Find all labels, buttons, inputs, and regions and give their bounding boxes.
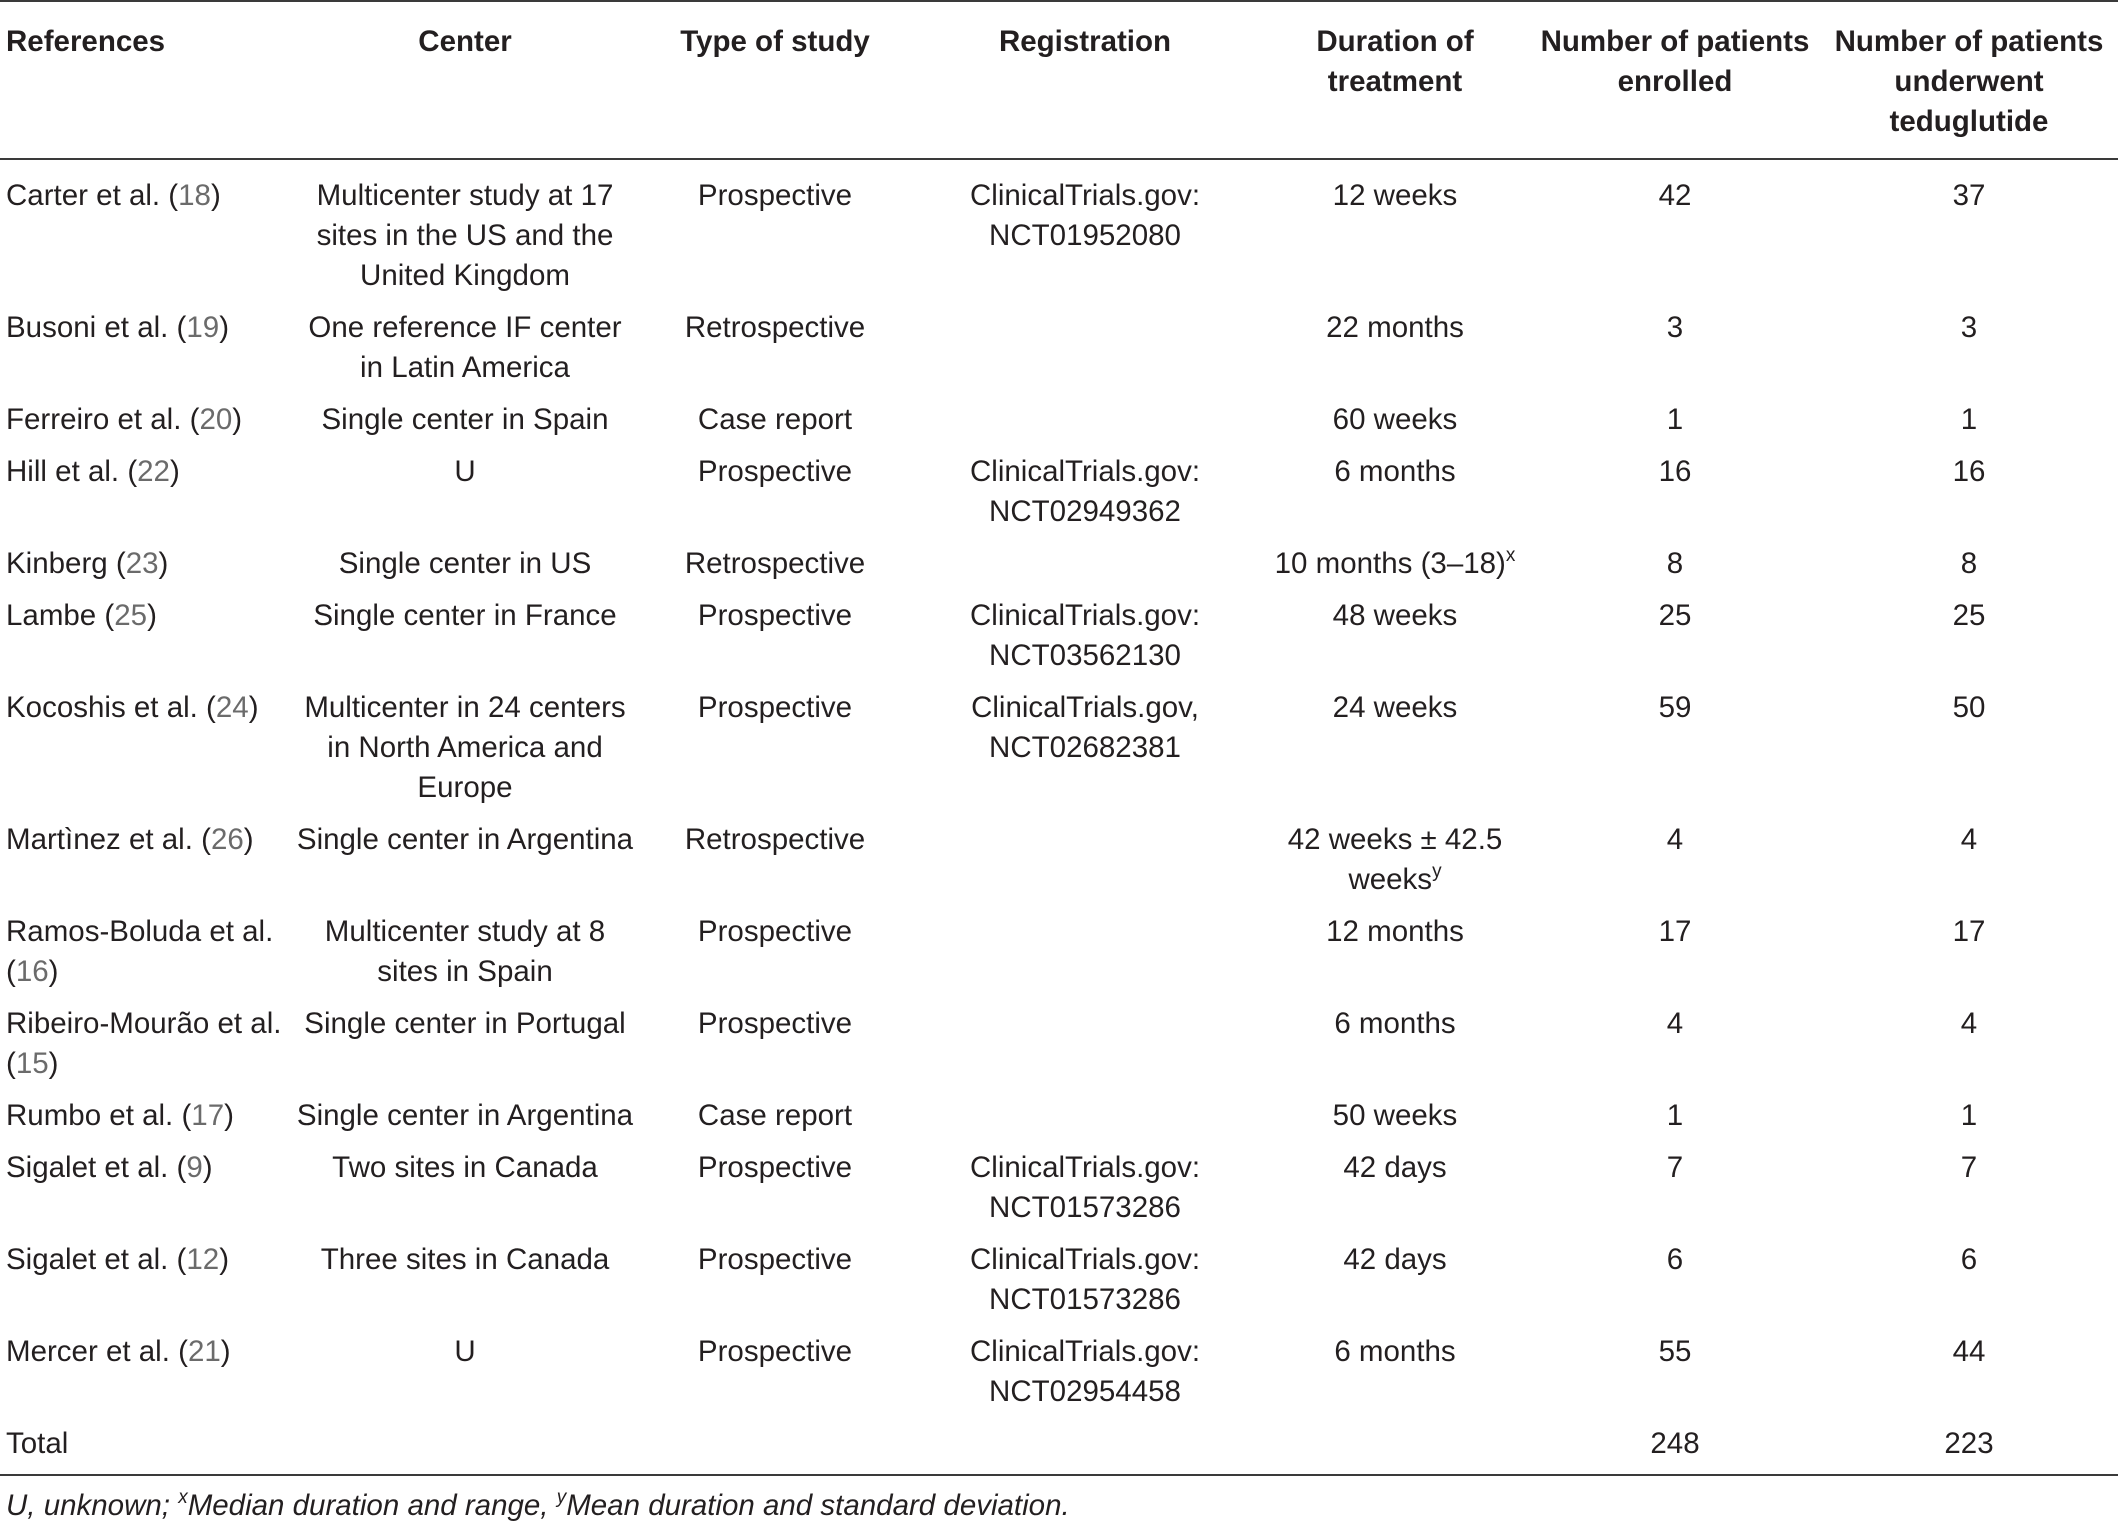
cell-duration	[1260, 1090, 1530, 1142]
cell-teduglutide	[1820, 1326, 2118, 1418]
reference-author: Rumbo et al. (	[6, 1099, 192, 1132]
cell-enrolled	[1530, 446, 1820, 538]
cell-reference	[0, 590, 290, 682]
footnote-sup-y: y	[556, 1487, 567, 1508]
cell-center-text: Multicenter in 24 centers in North America and Europe	[304, 691, 626, 804]
cell-registration	[910, 159, 1260, 302]
table-row	[0, 1090, 2118, 1142]
cell-type	[640, 1090, 910, 1142]
cell-registration-text: ClinicalTrials.gov: NCT01573286	[969, 1243, 1201, 1316]
reference-close-paren: )	[224, 1099, 234, 1132]
header-registration: Registration	[998, 25, 1172, 58]
cell-enrolled-text: 16	[1658, 455, 1692, 488]
reference-author: Kinberg (	[6, 547, 126, 580]
reference-author: Mercer et al. (	[6, 1335, 188, 1368]
cell-enrolled	[1530, 998, 1820, 1090]
cell-type	[640, 538, 910, 590]
reference-citation-link[interactable]: 18	[178, 179, 211, 212]
reference-citation-link[interactable]: 9	[186, 1151, 203, 1184]
cell-teduglutide-text: 25	[1952, 599, 1986, 632]
cell-duration-text: 48 weeks	[1332, 599, 1458, 632]
cell-type-text: Prospective	[697, 1151, 853, 1184]
reference-author: Hill et al. (	[6, 455, 138, 488]
table-header	[0, 1, 2118, 159]
cell-registration	[910, 906, 1260, 998]
reference-close-paren: )	[248, 691, 259, 724]
cell-enrolled-text: 59	[1658, 691, 1692, 724]
cell-registration	[910, 446, 1260, 538]
cell-reference	[0, 1326, 290, 1418]
reference-close-paren: )	[147, 599, 157, 632]
cell-type	[640, 998, 910, 1090]
reference-close-paren: )	[219, 1243, 230, 1276]
cell-type-text: Prospective	[697, 1335, 853, 1368]
table-body	[0, 159, 2118, 1475]
cell-duration	[1260, 998, 1530, 1090]
cell-enrolled	[1530, 538, 1820, 590]
cell-registration	[910, 1234, 1260, 1326]
cell-enrolled-text: 17	[1658, 915, 1692, 948]
cell-reference	[0, 906, 290, 998]
cell-reference	[0, 1090, 290, 1142]
cell-center-text: Three sites in Canada	[320, 1243, 610, 1276]
reference-close-paren: )	[48, 955, 59, 988]
reference-author: Sigalet et al. (	[6, 1151, 187, 1184]
cell-teduglutide	[1820, 1090, 2118, 1142]
reference-author: Sigalet et al. (	[6, 1243, 187, 1276]
cell-center	[290, 682, 640, 814]
cell-enrolled	[1530, 814, 1820, 906]
cell-teduglutide	[1820, 814, 2118, 906]
cell-registration	[910, 1142, 1260, 1234]
table-row	[0, 814, 2118, 906]
cell-registration-text: ClinicalTrials.gov: NCT02949362	[969, 455, 1201, 528]
cell-registration-text: ClinicalTrials.gov: NCT01952080	[969, 179, 1201, 252]
cell-type	[640, 814, 910, 906]
cell-type	[640, 682, 910, 814]
cell-reference	[0, 814, 290, 906]
cell-center	[290, 906, 640, 998]
cell-type-text: Case report	[697, 403, 853, 436]
reference-citation-link[interactable]: 15	[15, 1047, 49, 1080]
cell-duration	[1260, 1326, 1530, 1418]
cell-registration-text: ClinicalTrials.gov: NCT03562130	[969, 599, 1201, 672]
reference-close-paren: )	[158, 547, 169, 580]
table-row	[0, 1234, 2118, 1326]
cell-enrolled	[1530, 159, 1820, 302]
header-references: References	[6, 25, 166, 58]
total-empty-registration	[910, 1418, 1260, 1475]
cell-teduglutide	[1820, 302, 2118, 394]
reference-author: Martìnez et al. (	[6, 823, 211, 856]
table-row	[0, 446, 2118, 538]
cell-duration-text: 12 weeks	[1332, 179, 1458, 212]
cell-enrolled-text: 4	[1666, 1007, 1684, 1040]
cell-type-text: Prospective	[697, 179, 853, 212]
reference-close-paren: )	[202, 1151, 213, 1184]
reference-citation-link[interactable]: 16	[15, 955, 49, 988]
cell-duration	[1260, 906, 1530, 998]
cell-reference	[0, 394, 290, 446]
cell-duration	[1260, 1234, 1530, 1326]
cell-enrolled-text: 55	[1658, 1335, 1692, 1368]
reference-author: Carter et al. (	[6, 179, 179, 212]
cell-duration-text: 42 days	[1343, 1243, 1447, 1276]
cell-type-text: Case report	[697, 1099, 853, 1132]
table-row	[0, 159, 2118, 302]
table-row	[0, 998, 2118, 1090]
cell-type-text: Prospective	[697, 691, 853, 724]
cell-type-text: Prospective	[697, 1007, 853, 1040]
cell-type-text: Retrospective	[684, 547, 866, 580]
cell-center	[290, 1090, 640, 1142]
header-row	[0, 1, 2118, 159]
total-teduglutide: 223	[1944, 1427, 1994, 1460]
cell-enrolled	[1530, 590, 1820, 682]
cell-registration	[910, 302, 1260, 394]
footnote-sup-x: x	[178, 1487, 188, 1508]
cell-center-text: One reference IF center in Latin America	[308, 311, 622, 384]
reference-close-paren: )	[210, 179, 221, 212]
header-type-of-study: Type of study	[680, 25, 870, 58]
table-row	[0, 302, 2118, 394]
reference-citation-link[interactable]: 20	[199, 403, 233, 436]
cell-duration	[1260, 682, 1530, 814]
cell-enrolled	[1530, 1326, 1820, 1418]
table-row	[0, 682, 2118, 814]
reference-citation-link[interactable]: 26	[210, 823, 244, 856]
cell-center	[290, 159, 640, 302]
cell-center-text: Single center in Argentina	[296, 823, 634, 856]
cell-registration	[910, 590, 1260, 682]
cell-duration-text: 12 months	[1326, 915, 1464, 948]
cell-type-text: Retrospective	[684, 823, 866, 856]
cell-enrolled	[1530, 394, 1820, 446]
cell-type	[640, 1234, 910, 1326]
cell-duration-text: 10 months (3–18)	[1274, 547, 1506, 580]
cell-registration	[910, 538, 1260, 590]
cell-enrolled-text: 25	[1658, 599, 1692, 632]
cell-teduglutide-text: 1	[1960, 403, 1978, 436]
cell-center	[290, 1234, 640, 1326]
cell-duration-text: 6 months	[1334, 1007, 1456, 1040]
cell-reference	[0, 1234, 290, 1326]
cell-type	[640, 446, 910, 538]
reference-author: Ramos-Boluda et al. (	[6, 915, 274, 988]
header-enrolled: Number of patients enrolled	[1540, 25, 1810, 98]
reference-citation-link[interactable]: 21	[187, 1335, 221, 1368]
cell-teduglutide-text: 50	[1952, 691, 1986, 724]
cell-teduglutide-text: 6	[1960, 1243, 1978, 1276]
reference-citation-link[interactable]: 23	[125, 547, 159, 580]
cell-registration	[910, 1090, 1260, 1142]
reference-citation-link[interactable]: 24	[215, 691, 249, 724]
duration-footnote-marker: y	[1432, 861, 1442, 882]
cell-duration-text: 6 months	[1334, 1335, 1456, 1368]
cell-reference	[0, 446, 290, 538]
cell-teduglutide-text: 8	[1960, 547, 1978, 580]
cell-type	[640, 1326, 910, 1418]
cell-teduglutide-text: 17	[1952, 915, 1986, 948]
cell-type	[640, 1142, 910, 1234]
cell-teduglutide	[1820, 1234, 2118, 1326]
table-row	[0, 1142, 2118, 1234]
total-empty-duration	[1260, 1418, 1530, 1475]
cell-enrolled	[1530, 906, 1820, 998]
cell-center	[290, 302, 640, 394]
reference-author: Ferreiro et al. (	[6, 403, 200, 436]
cell-registration-text: ClinicalTrials.gov: NCT01573286	[969, 1151, 1201, 1224]
cell-enrolled	[1530, 1234, 1820, 1326]
cell-reference	[0, 682, 290, 814]
cell-type	[640, 590, 910, 682]
table-row	[0, 590, 2118, 682]
cell-type	[640, 302, 910, 394]
cell-center	[290, 1142, 640, 1234]
cell-center-text: Single center in Argentina	[296, 1099, 634, 1132]
cell-center	[290, 538, 640, 590]
cell-teduglutide-text: 4	[1960, 1007, 1978, 1040]
cell-center-text: U	[454, 455, 476, 488]
reference-author: Kocoshis et al. (	[6, 691, 216, 724]
footnote-part2: Median duration and range,	[187, 1489, 557, 1522]
table-row	[0, 394, 2118, 446]
cell-center-text: Single center in Spain	[321, 403, 609, 436]
cell-teduglutide-text: 44	[1952, 1335, 1986, 1368]
cell-type	[640, 159, 910, 302]
cell-duration-text: 60 weeks	[1332, 403, 1458, 436]
cell-type	[640, 394, 910, 446]
cell-teduglutide	[1820, 590, 2118, 682]
cell-enrolled-text: 7	[1666, 1151, 1684, 1184]
cell-teduglutide-text: 1	[1960, 1099, 1978, 1132]
cell-teduglutide	[1820, 446, 2118, 538]
cell-enrolled-text: 4	[1666, 823, 1684, 856]
cell-type	[640, 906, 910, 998]
cell-enrolled	[1530, 682, 1820, 814]
table-row	[0, 906, 2118, 998]
cell-teduglutide	[1820, 906, 2118, 998]
cell-duration-text: 42 days	[1343, 1151, 1447, 1184]
reference-author: Busoni et al. (	[6, 311, 187, 344]
cell-teduglutide	[1820, 1142, 2118, 1234]
footnote-part3: Mean duration and standard deviation.	[566, 1489, 1070, 1522]
cell-center	[290, 1326, 640, 1418]
table-footnote	[0, 1476, 2118, 1526]
cell-duration	[1260, 446, 1530, 538]
cell-duration	[1260, 394, 1530, 446]
cell-duration	[1260, 159, 1530, 302]
cell-duration	[1260, 814, 1530, 906]
cell-center-text: Single center in US	[338, 547, 592, 580]
cell-registration	[910, 394, 1260, 446]
cell-type-text: Prospective	[697, 915, 853, 948]
total-label: Total	[6, 1427, 69, 1460]
cell-registration	[910, 1326, 1260, 1418]
table-row	[0, 538, 2118, 590]
cell-registration-text: ClinicalTrials.gov, NCT02682381	[971, 691, 1199, 764]
cell-duration	[1260, 538, 1530, 590]
cell-duration-text: 42 weeks ± 42.5 weeks	[1287, 823, 1503, 896]
cell-center	[290, 394, 640, 446]
cell-teduglutide	[1820, 394, 2118, 446]
cell-teduglutide	[1820, 682, 2118, 814]
reference-close-paren: )	[220, 1335, 231, 1368]
cell-enrolled	[1530, 1090, 1820, 1142]
reference-close-paren: )	[169, 455, 180, 488]
cell-reference	[0, 302, 290, 394]
header-center: Center	[418, 25, 512, 58]
cell-center	[290, 998, 640, 1090]
reference-author: Lambe (	[6, 599, 115, 632]
cell-duration-text: 50 weeks	[1332, 1099, 1458, 1132]
cell-center-text: Multicenter study at 17 sites in the US and the United Kingdom	[316, 179, 614, 292]
cell-reference	[0, 1142, 290, 1234]
cell-teduglutide-text: 3	[1960, 311, 1978, 344]
cell-reference	[0, 159, 290, 302]
cell-enrolled-text: 6	[1666, 1243, 1684, 1276]
cell-registration	[910, 814, 1260, 906]
cell-enrolled	[1530, 302, 1820, 394]
cell-type-text: Prospective	[697, 1243, 853, 1276]
cell-enrolled-text: 42	[1658, 179, 1692, 212]
reference-close-paren: )	[219, 311, 230, 344]
reference-citation-link[interactable]: 25	[114, 599, 148, 632]
cell-teduglutide-text: 7	[1960, 1151, 1978, 1184]
cell-duration	[1260, 1142, 1530, 1234]
table-row	[0, 1326, 2118, 1418]
cell-reference	[0, 538, 290, 590]
footnote-part1: U, unknown;	[6, 1489, 179, 1522]
reference-citation-link[interactable]: 17	[191, 1099, 225, 1132]
cell-center	[290, 446, 640, 538]
cell-center-text: U	[454, 1335, 476, 1368]
cell-registration-text: ClinicalTrials.gov: NCT02954458	[969, 1335, 1201, 1408]
cell-enrolled-text: 1	[1666, 1099, 1684, 1132]
cell-center	[290, 814, 640, 906]
cell-duration-text: 24 weeks	[1332, 691, 1458, 724]
cell-teduglutide	[1820, 998, 2118, 1090]
reference-close-paren: )	[48, 1047, 59, 1080]
cell-center-text: Multicenter study at 8 sites in Spain	[324, 915, 606, 988]
header-teduglutide: Number of patients underwent teduglutide	[1834, 25, 2104, 138]
total-enrolled: 248	[1650, 1427, 1700, 1460]
cell-type-text: Retrospective	[684, 311, 866, 344]
cell-center-text: Single center in Portugal	[304, 1007, 626, 1040]
cell-center-text: Two sites in Canada	[332, 1151, 598, 1184]
total-empty-type	[640, 1418, 910, 1475]
cell-teduglutide-text: 37	[1952, 179, 1986, 212]
cell-teduglutide-text: 4	[1960, 823, 1978, 856]
cell-teduglutide	[1820, 159, 2118, 302]
cell-center-text: Single center in France	[313, 599, 617, 632]
cell-reference	[0, 998, 290, 1090]
cell-registration	[910, 682, 1260, 814]
cell-duration	[1260, 590, 1530, 682]
duration-footnote-marker: x	[1505, 545, 1516, 566]
reference-close-paren: )	[243, 823, 254, 856]
reference-close-paren: )	[232, 403, 243, 436]
cell-type-text: Prospective	[697, 455, 853, 488]
cell-teduglutide	[1820, 538, 2118, 590]
cell-duration	[1260, 302, 1530, 394]
cell-enrolled-text: 1	[1666, 403, 1684, 436]
cell-registration	[910, 998, 1260, 1090]
header-duration: Duration of treatment	[1316, 25, 1474, 98]
total-empty-center	[290, 1418, 640, 1475]
total-row	[0, 1418, 2118, 1475]
cell-teduglutide-text: 16	[1952, 455, 1986, 488]
reference-citation-link[interactable]: 19	[186, 311, 220, 344]
reference-citation-link[interactable]: 12	[186, 1243, 220, 1276]
cell-duration-text: 22 months	[1326, 311, 1464, 344]
cell-enrolled-text: 3	[1666, 311, 1684, 344]
cell-center	[290, 590, 640, 682]
cell-type-text: Prospective	[697, 599, 853, 632]
cell-duration-text: 6 months	[1334, 455, 1456, 488]
cell-enrolled	[1530, 1142, 1820, 1234]
reference-author: Ribeiro-Mourão et al. (	[6, 1007, 282, 1080]
cell-enrolled-text: 8	[1666, 547, 1684, 580]
reference-citation-link[interactable]: 22	[137, 455, 170, 488]
